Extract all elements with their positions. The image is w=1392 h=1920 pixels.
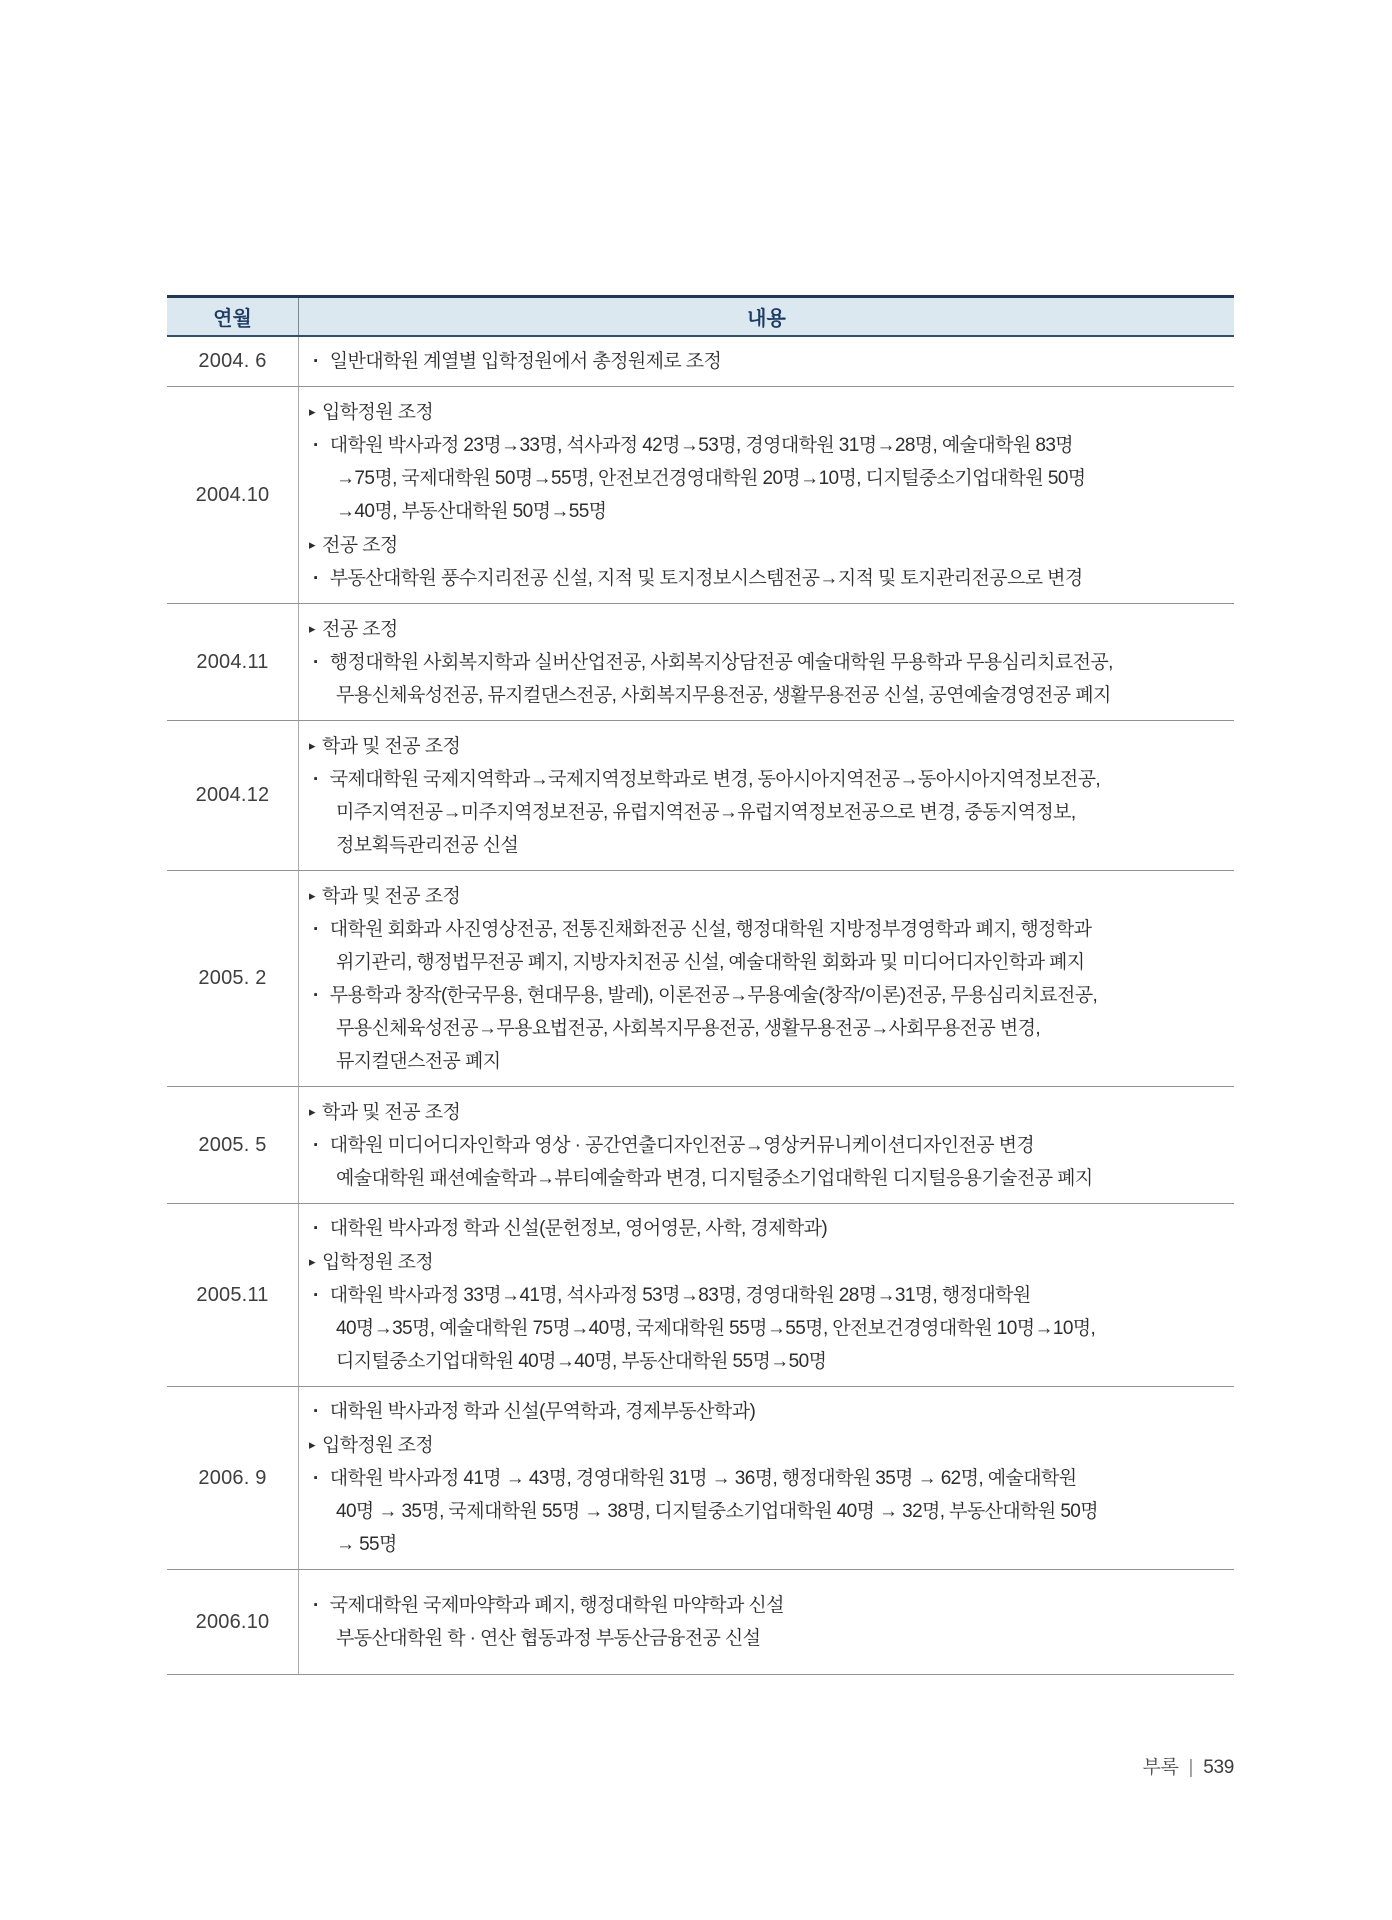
dot-bullet-icon: · (313, 769, 319, 790)
content-line (309, 1312, 1224, 1345)
dot-bullet-icon: · (313, 1595, 319, 1616)
dot-bullet-icon: · (313, 1401, 319, 1422)
content-line (309, 1395, 1224, 1428)
content-line (309, 528, 1224, 562)
dot-bullet-icon: · (313, 351, 319, 372)
content-line (309, 1528, 1224, 1561)
row-date: 2004. 6 (167, 337, 299, 386)
dot-bullet-icon: · (313, 1468, 319, 1489)
dot-bullet-icon: · (313, 1285, 319, 1306)
content-line (309, 879, 1224, 913)
row-content (299, 1204, 1234, 1386)
row-date: 2005. 5 (167, 1087, 299, 1203)
arrow-bullet-icon: ▸ (309, 404, 315, 419)
table-row (167, 1570, 1234, 1675)
line-text: 무용신체육성전공, 뮤지컬댄스전공, 사회복지무용전공, 생활무용전공 신설, 공연예술경영전공 폐지 (336, 685, 1111, 706)
arrow-bullet-icon: ▸ (309, 537, 315, 552)
line-text: 예술대학원 패션예술학과→뷰티예술학과 변경, 디지털중소기업대학원 디지털응용기술전공 폐지 (336, 1168, 1093, 1189)
line-text: →75명, 국제대학원 50명→55명, 안전보건경영대학원 20명→10명, 디지털중소기업대학원 50명 (336, 468, 1086, 489)
line-text: 행정대학원 사회복지학과 실버산업전공, 사회복지상담전공 예술대학원 무용학과 무용심리치료전공, (329, 652, 1113, 673)
arrow-bullet-icon: ▸ (309, 1437, 315, 1452)
line-text: 부동산대학원 풍수지리전공 신설, 지적 및 토지정보시스템전공→지적 및 토지관리전공으로 변경 (329, 568, 1083, 589)
line-text: 대학원 박사과정 41명 → 43명, 경영대학원 31명 → 36명, 행정대학원 35명 → 62명, 예술대학원 (329, 1468, 1077, 1489)
dot-bullet-icon: · (313, 919, 319, 940)
content-line (309, 729, 1224, 763)
dot-bullet-icon: · (313, 985, 319, 1006)
content-line (309, 1095, 1224, 1129)
dot-bullet-icon: · (313, 652, 319, 673)
row-content (299, 871, 1234, 1086)
content-line (309, 612, 1224, 646)
line-text: 대학원 박사과정 학과 신설(무역학과, 경제부동산학과) (329, 1401, 756, 1422)
arrow-bullet-icon: ▸ (309, 1104, 315, 1119)
line-text: 미주지역전공→미주지역정보전공, 유럽지역전공→유럽지역정보전공으로 변경, 중동지역정보, (336, 802, 1076, 823)
line-text: 대학원 박사과정 23명→33명, 석사과정 42명→53명, 경영대학원 31명→28명, 예술대학원 83명 (329, 435, 1074, 456)
table-header-row (167, 295, 1234, 337)
row-date: 2004.12 (167, 721, 299, 870)
content-line (309, 562, 1224, 595)
line-text: 무용학과 창작(한국무용, 현대무용, 발레), 이론전공→무용예술(창작/이론)전공, 무용심리치료전공, (329, 985, 1098, 1006)
table-row (167, 337, 1234, 387)
arrow-bullet-icon: ▸ (309, 888, 315, 903)
footer-page-number: 539 (1203, 1757, 1234, 1778)
line-text: 대학원 미디어디자인학과 영상 · 공간연출디자인전공→영상커뮤니케이션디자인전공 변경 (329, 1135, 1035, 1156)
content-line (309, 979, 1224, 1012)
header-cell-content: 내용 (747, 308, 786, 330)
content-line (309, 1012, 1224, 1045)
content-line (309, 646, 1224, 679)
content-line (309, 1622, 1224, 1655)
line-text: 40명 → 35명, 국제대학원 55명 → 38명, 디지털중소기업대학원 40명 → 32명, 부동산대학원 50명 (336, 1501, 1099, 1522)
line-text: 일반대학원 계열별 입학정원에서 총정원제로 조정 (329, 351, 722, 372)
content-line (309, 1279, 1224, 1312)
line-text: 무용신체육성전공→무용요법전공, 사회복지무용전공, 생활무용전공→사회무용전공 변경, (336, 1018, 1041, 1039)
line-text: 정보획득관리전공 신설 (336, 835, 519, 856)
arrow-bullet-icon: ▸ (309, 621, 315, 636)
line-text: 학과 및 전공 조정 (321, 736, 461, 757)
line-text: 뮤지컬댄스전공 폐지 (336, 1051, 501, 1072)
line-text: →40명, 부동산대학원 50명→55명 (336, 501, 607, 522)
table-row (167, 387, 1234, 604)
footer-separator: | (1188, 1757, 1194, 1778)
row-date: 2005. 2 (167, 871, 299, 1086)
line-text: 전공 조정 (321, 535, 398, 556)
line-text: 학과 및 전공 조정 (321, 1102, 461, 1123)
table-row (167, 871, 1234, 1087)
row-content (299, 387, 1234, 603)
line-text: 대학원 박사과정 학과 신설(문헌정보, 영어영문, 사학, 경제학과) (329, 1218, 828, 1239)
content-line (309, 796, 1224, 829)
page-footer (1142, 1752, 1234, 1779)
content-line (309, 763, 1224, 796)
row-date: 2004.11 (167, 604, 299, 720)
row-date: 2004.10 (167, 387, 299, 603)
row-content (299, 1570, 1234, 1674)
content-line (309, 1589, 1224, 1622)
content-line (309, 1162, 1224, 1195)
row-date: 2006.10 (167, 1570, 299, 1674)
arrow-bullet-icon: ▸ (309, 738, 315, 753)
line-text: 부동산대학원 학 · 연산 협동과정 부동산금융전공 신설 (336, 1628, 761, 1649)
content-line (309, 1245, 1224, 1279)
line-text: 위기관리, 행정법무전공 폐지, 지방자치전공 신설, 예술대학원 회화과 및 미디어디자인학과 폐지 (336, 952, 1085, 973)
line-text: 전공 조정 (321, 619, 398, 640)
row-content (299, 721, 1234, 870)
row-content (299, 337, 1234, 386)
content-line (309, 345, 1224, 378)
row-content (299, 1387, 1234, 1569)
line-text: 국제대학원 국제마약학과 폐지, 행정대학원 마약학과 신설 (329, 1595, 784, 1616)
dot-bullet-icon: · (313, 568, 319, 589)
content-line (309, 1345, 1224, 1378)
content-line (309, 1428, 1224, 1462)
arrow-bullet-icon: ▸ (309, 1254, 315, 1269)
content-line (309, 1462, 1224, 1495)
line-text: → 55명 (336, 1534, 397, 1555)
line-text: 대학원 회화과 사진영상전공, 전통진채화전공 신설, 행정대학원 지방정부경영학과 폐지, 행정학과 (329, 919, 1092, 940)
content-line (309, 1212, 1224, 1245)
dot-bullet-icon: · (313, 435, 319, 456)
content-line (309, 679, 1224, 712)
line-text: 입학정원 조정 (321, 1252, 434, 1273)
line-text: 입학정원 조정 (321, 402, 434, 423)
line-text: 40명→35명, 예술대학원 75명→40명, 국제대학원 55명→55명, 안전보건경영대학원 10명→10명, (336, 1318, 1096, 1339)
line-text: 학과 및 전공 조정 (321, 886, 461, 907)
dot-bullet-icon: · (313, 1135, 319, 1156)
line-text: 대학원 박사과정 33명→41명, 석사과정 53명→83명, 경영대학원 28명→31명, 행정대학원 (329, 1285, 1031, 1306)
content-line (309, 946, 1224, 979)
dot-bullet-icon: · (313, 1218, 319, 1239)
table-row (167, 1087, 1234, 1204)
footer-section-label: 부록 (1142, 1757, 1179, 1778)
table-row (167, 721, 1234, 871)
content-line (309, 462, 1224, 495)
content-line (309, 1129, 1224, 1162)
content-line (309, 913, 1224, 946)
table-body (167, 337, 1234, 1675)
row-date: 2006. 9 (167, 1387, 299, 1569)
line-text: 디지털중소기업대학원 40명→40명, 부동산대학원 55명→50명 (336, 1351, 827, 1372)
header-cell-date: 연월 (167, 298, 299, 335)
content-line (309, 395, 1224, 429)
content-line (309, 1495, 1224, 1528)
history-table (167, 295, 1234, 1675)
content-line (309, 429, 1224, 462)
line-text: 입학정원 조정 (321, 1435, 434, 1456)
line-text: 국제대학원 국제지역학과→국제지역정보학과로 변경, 동아시아지역전공→동아시아지역정보전공, (329, 769, 1101, 790)
table-row (167, 1204, 1234, 1387)
content-line (309, 495, 1224, 528)
table-row (167, 1387, 1234, 1570)
row-content (299, 1087, 1234, 1203)
content-line (309, 1045, 1224, 1078)
table-row (167, 604, 1234, 721)
content-line (309, 829, 1224, 862)
row-content (299, 604, 1234, 720)
row-date: 2005.11 (167, 1204, 299, 1386)
